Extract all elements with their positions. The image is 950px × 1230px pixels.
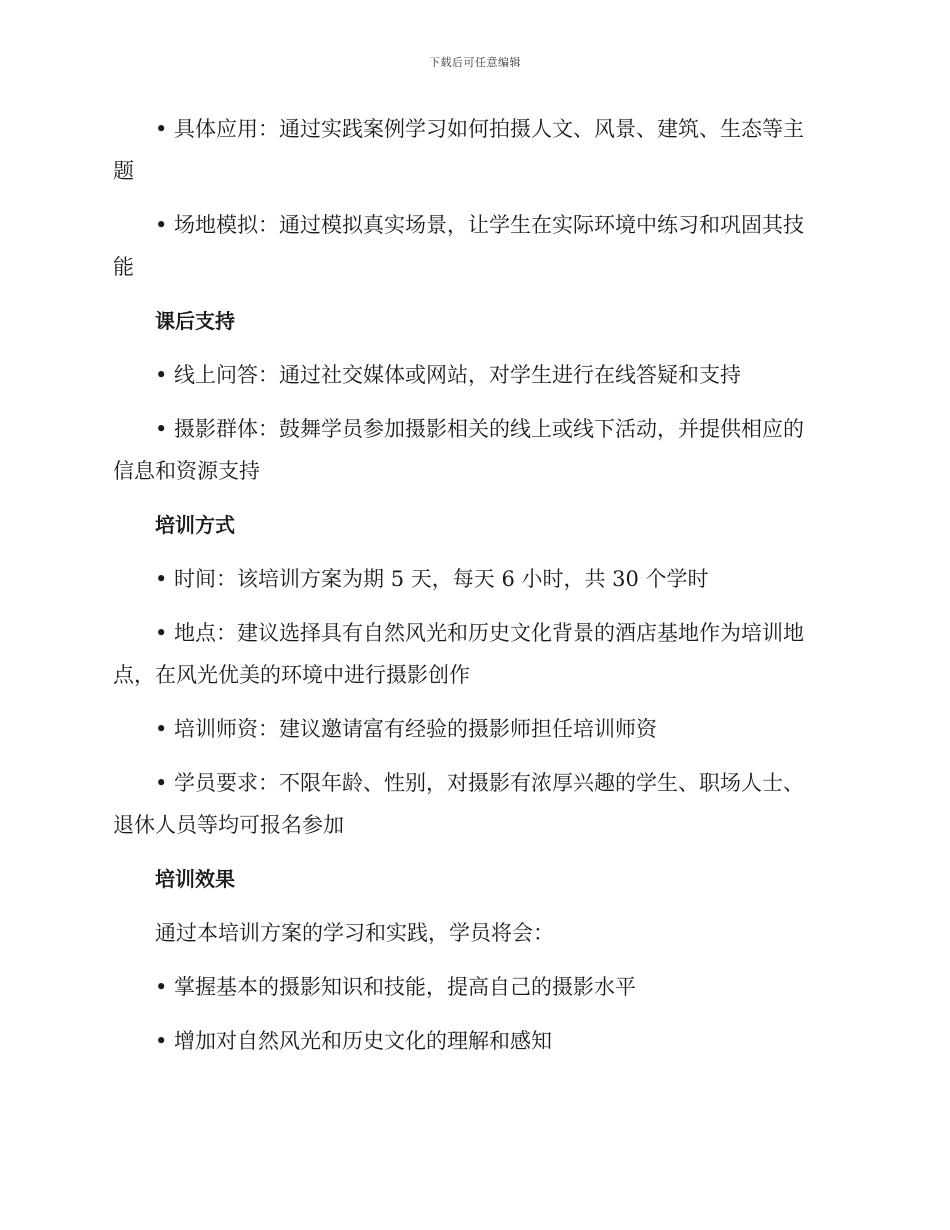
bullet-trainers: • 培训师资：建议邀请富有经验的摄影师担任培训师资 bbox=[155, 717, 658, 741]
bullet-location: • 地点：建议选择具有自然风光和历史文化背景的酒店基地作为培训地点，在风光优美的环境中进行摄影创作 bbox=[113, 621, 805, 687]
section-heading-training-effect: 培训效果 bbox=[155, 867, 235, 891]
bullet-understanding: • 增加对自然风光和历史文化的理解和感知 bbox=[155, 1029, 553, 1053]
section-heading-training-method: 培训方式 bbox=[155, 513, 235, 537]
bullet-master-skills: • 掌握基本的摄影知识和技能，提高自己的摄影水平 bbox=[155, 975, 637, 999]
section-heading-after-class-support: 课后支持 bbox=[155, 309, 235, 333]
bullet-photography-community: • 摄影群体：鼓舞学员参加摄影相关的线上或线下活动，并提供相应的信息和资源支持 bbox=[113, 417, 805, 483]
bullet-specific-application: • 具体应用：通过实践案例学习如何拍摄人文、风景、建筑、生态等主题 bbox=[113, 117, 805, 183]
intro-paragraph: 通过本培训方案的学习和实践，学员将会： bbox=[155, 921, 554, 945]
document-body bbox=[113, 108, 825, 1074]
bullet-online-qa: • 线上问答：通过社交媒体或网站，对学生进行在线答疑和支持 bbox=[155, 363, 742, 387]
bullet-venue-simulation: • 场地模拟：通过模拟真实场景，让学生在实际环境中练习和巩固其技能 bbox=[113, 213, 805, 279]
bullet-trainee-requirements: • 学员要求：不限年龄、性别，对摄影有浓厚兴趣的学生、职场人士、退休人员等均可报名参加 bbox=[113, 771, 805, 837]
page-header: 下载后可任意编辑 bbox=[429, 56, 521, 69]
bullet-time: • 时间：该培训方案为期 5 天，每天 6 小时，共 30 个学时 bbox=[155, 567, 709, 591]
